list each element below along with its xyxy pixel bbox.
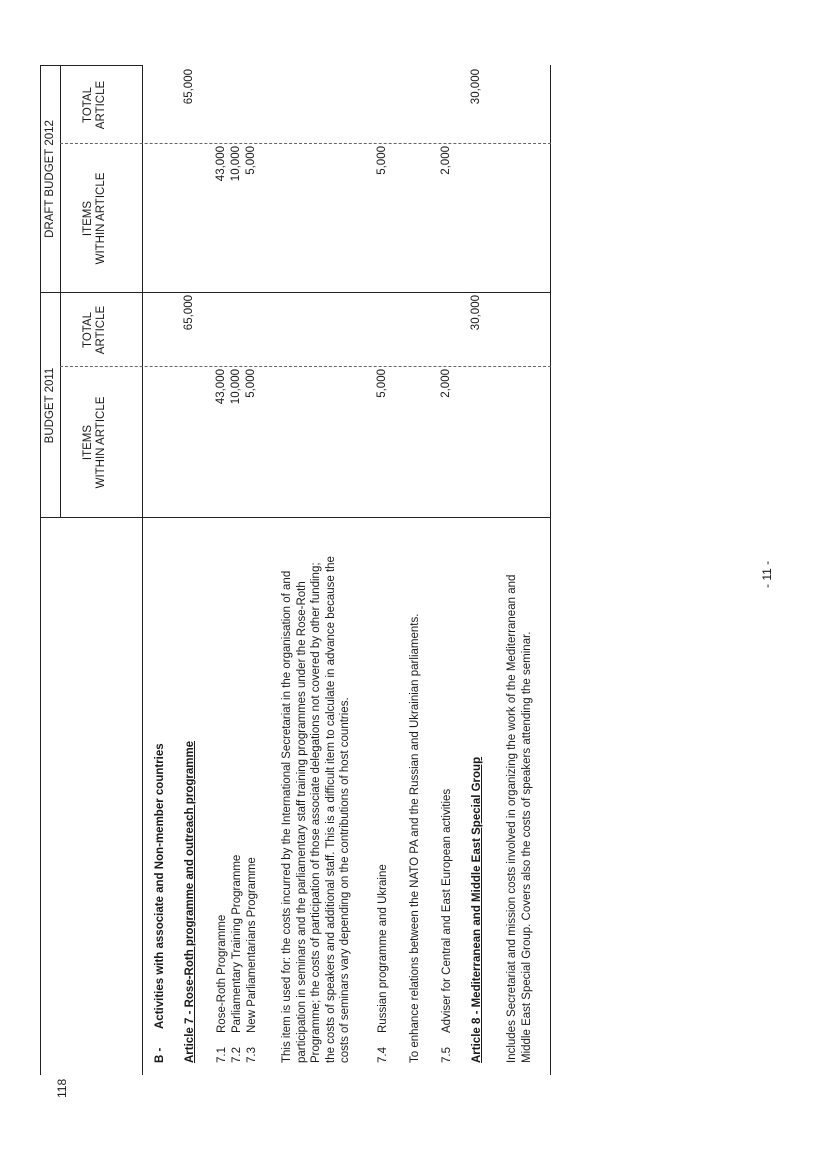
page-number: - 11 - (760, 560, 774, 588)
items-within-article-2012 (82, 144, 108, 293)
item-7-4-2011: 5,000 (376, 369, 388, 398)
items-2012-l1: ITEMS (82, 200, 94, 237)
article7-title: Article 7 - Rose-Roth programme and outreach programme (184, 740, 196, 1063)
article7-description-line: costs of seminars vary depending on the contributions of host countries. (339, 697, 352, 1063)
article7-total-2011: 65,000 (183, 295, 195, 331)
item-7-4-code: 7.4 (377, 1047, 389, 1063)
items-2012-l2: WITHIN ARTICLE (95, 172, 107, 265)
header-bottom-rule (142, 65, 143, 1075)
rotated-page (40, 65, 554, 1075)
item-7-5-code: 7.5 (441, 1047, 453, 1063)
item-7-4-note: To enhance relations between the NATO PA and the Russian and Ukrainian parliaments. (409, 613, 421, 1063)
item-7-2-code: 7.2 (231, 1047, 243, 1063)
items-2011-l1: ITEMS (82, 424, 94, 461)
dotted-2012 (60, 143, 551, 144)
header-left-edge (40, 517, 551, 518)
items-2011-l2: WITHIN ARTICLE (95, 396, 107, 489)
item-7-5-2012: 2,000 (440, 146, 452, 175)
item-7-3-label: New Parliamentarians Programme (246, 857, 258, 1033)
item-7-3-2012: 5,000 (245, 146, 257, 175)
article7-description-line: This item is used for: the costs incurred by the International Secretariat in the organisation of and (281, 570, 293, 1063)
item-7-3-code: 7.3 (246, 1047, 258, 1063)
article8-title: Article 8 - Mediterranean and Middle East Special Group (471, 756, 483, 1063)
item-7-5-2011: 2,000 (440, 369, 452, 398)
budget-2011-title: BUDGET 2011 (44, 367, 56, 444)
item-7-2-2011: 10,000 (230, 369, 242, 405)
items-within-article-2011 (82, 367, 108, 518)
item-7-2-2012: 10,000 (230, 146, 242, 182)
item-7-5-label: Adviser for Central and East European activities (441, 788, 453, 1033)
section-b-code: B - (154, 1047, 166, 1063)
article7-description-line: Programme; the costs of participation of those associate delegations not covered by other funding; (310, 562, 323, 1063)
total-article-2011 (82, 293, 108, 367)
dotted-2011 (60, 366, 551, 367)
item-7-4-2012: 5,000 (376, 146, 388, 175)
total-2011-l2: ARTICLE (95, 305, 107, 355)
total-2012-l1: TOTAL (82, 87, 94, 123)
total-2012-l2: ARTICLE (95, 80, 107, 130)
budget-year-divider (40, 292, 551, 293)
section-b-title: Activities with associate and Non-member countries (154, 743, 166, 1029)
item-7-1-2011: 43,000 (215, 369, 227, 405)
total-article-2012 (82, 66, 108, 144)
article8-description-line: Middle East Special Group. Covers also the costs of speakers attending the seminar. (520, 631, 533, 1063)
article7-total-2012: 65,000 (183, 69, 195, 105)
article7-description-line: the costs of speakers and additional staff. This is a difficult item to calculate in advance because the (324, 556, 337, 1063)
item-7-4-label: Russian programme and Ukraine (377, 864, 389, 1033)
top-rule (40, 65, 41, 1075)
draft-budget-2012-title: DRAFT BUDGET 2012 (44, 120, 56, 238)
total-2011-l1: TOTAL (82, 312, 94, 348)
article8-total-2011: 30,000 (470, 295, 482, 331)
bottom-rule (550, 65, 551, 1075)
article7-description-line: participation in seminars and the parliamentary staff training programmes under the Rose-Roth (295, 581, 308, 1063)
article8-total-2012: 30,000 (470, 69, 482, 105)
item-7-1-2012: 43,000 (215, 146, 227, 182)
item-7-3-2011: 5,000 (245, 369, 257, 398)
year-title-rule-2011 (60, 65, 61, 518)
article8-description-line: Includes Secretariat and mission costs involved in organizing the work of the Mediterranean and (506, 574, 518, 1063)
item-7-2-label: Parliamentary Training Programme (231, 854, 243, 1033)
item-7-1-label: Rose-Roth Programme (216, 914, 228, 1033)
item-7-1-code: 7.1 (216, 1047, 228, 1063)
